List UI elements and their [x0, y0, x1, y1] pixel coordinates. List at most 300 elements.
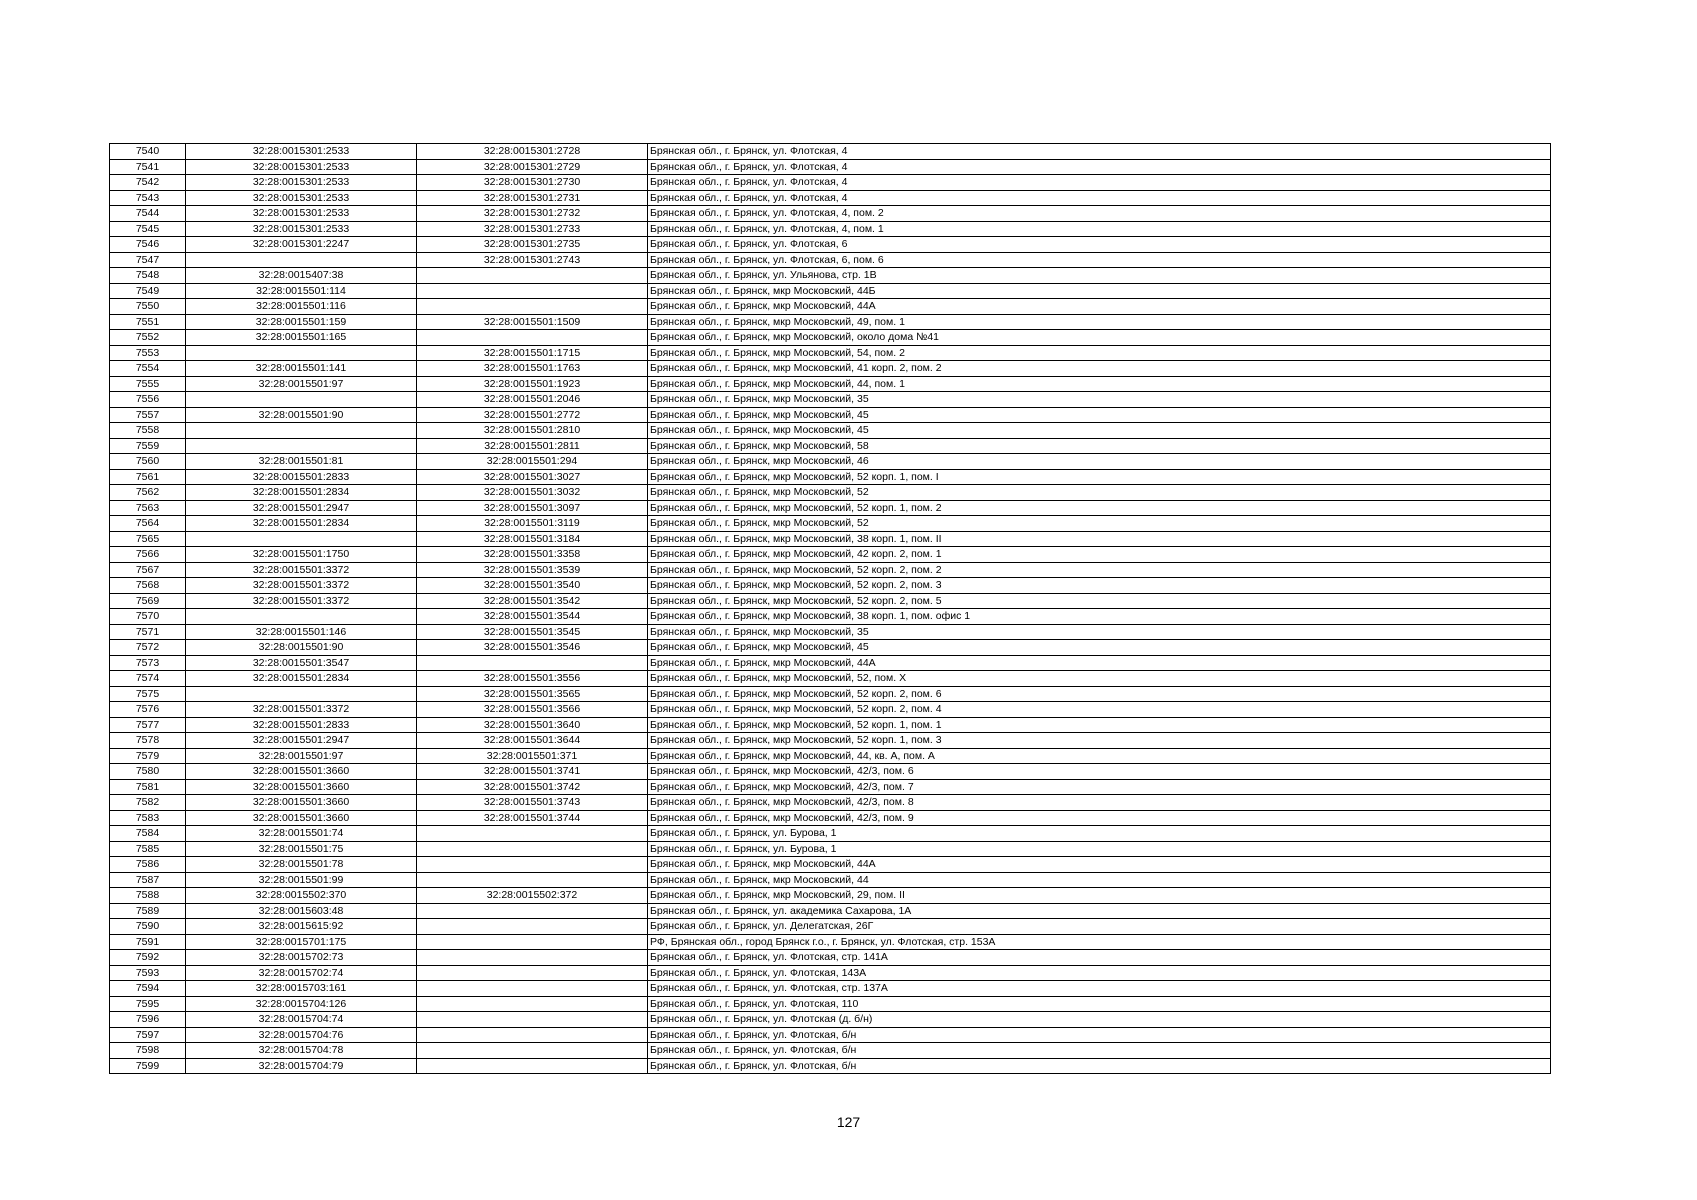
address-cell: РФ, Брянская обл., город Брянск г.о., г. Брянск, ул. Флотская, стр. 153А [648, 934, 1551, 950]
row-number-cell: 7565 [110, 531, 186, 547]
cadastral-number-cell: 32:28:0015501:3119 [417, 516, 648, 532]
row-number-cell: 7557 [110, 407, 186, 423]
cadastral-number-cell [417, 330, 648, 346]
row-number-cell: 7560 [110, 454, 186, 470]
address-cell: Брянская обл., г. Брянск, ул. Флотская, б/н [648, 1058, 1551, 1074]
row-number-cell: 7551 [110, 314, 186, 330]
address-cell: Брянская обл., г. Брянск, мкр Московский, 52, пом. X [648, 671, 1551, 687]
parent-cadastral-number-cell: 32:28:0015301:2533 [186, 221, 417, 237]
table-row [110, 888, 1551, 904]
cadastral-number-cell [417, 1027, 648, 1043]
cadastral-number-cell: 32:28:0015501:3539 [417, 562, 648, 578]
registry-table [109, 143, 1551, 1074]
address-cell: Брянская обл., г. Брянск, ул. Флотская (д. б/н) [648, 1012, 1551, 1028]
cadastral-number-cell: 32:28:0015501:1715 [417, 345, 648, 361]
parent-cadastral-number-cell: 32:28:0015704:78 [186, 1043, 417, 1059]
address-cell: Брянская обл., г. Брянск, ул. Флотская, 4 [648, 175, 1551, 191]
cadastral-number-cell [417, 919, 648, 935]
parent-cadastral-number-cell: 32:28:0015301:2533 [186, 144, 417, 160]
row-number-cell: 7592 [110, 950, 186, 966]
cadastral-number-cell: 32:28:0015301:2731 [417, 190, 648, 206]
cadastral-number-cell: 32:28:0015301:2732 [417, 206, 648, 222]
row-number-cell: 7583 [110, 810, 186, 826]
table-row [110, 237, 1551, 253]
address-cell: Брянская обл., г. Брянск, ул. Флотская, 4 [648, 190, 1551, 206]
address-cell: Брянская обл., г. Брянск, ул. Флотская, 4 [648, 144, 1551, 160]
cadastral-number-cell: 32:28:0015501:1763 [417, 361, 648, 377]
cadastral-number-cell: 32:28:0015501:3540 [417, 578, 648, 594]
address-cell: Брянская обл., г. Брянск, мкр Московский, 35 [648, 392, 1551, 408]
cadastral-number-cell: 32:28:0015501:3741 [417, 764, 648, 780]
cadastral-number-cell [417, 996, 648, 1012]
cadastral-number-cell: 32:28:0015501:3542 [417, 593, 648, 609]
address-cell: Брянская обл., г. Брянск, ул. Ульянова, стр. 1В [648, 268, 1551, 284]
row-number-cell: 7596 [110, 1012, 186, 1028]
row-number-cell: 7579 [110, 748, 186, 764]
parent-cadastral-number-cell: 32:28:0015501:1750 [186, 547, 417, 563]
address-cell: Брянская обл., г. Брянск, мкр Московский, 42/3, пом. 9 [648, 810, 1551, 826]
table-row [110, 268, 1551, 284]
table-row [110, 950, 1551, 966]
table-row [110, 1027, 1551, 1043]
address-cell: Брянская обл., г. Брянск, мкр Московский, 52 [648, 485, 1551, 501]
parent-cadastral-number-cell: 32:28:0015301:2533 [186, 206, 417, 222]
row-number-cell: 7561 [110, 469, 186, 485]
table-row [110, 578, 1551, 594]
table-row [110, 454, 1551, 470]
address-cell: Брянская обл., г. Брянск, ул. Флотская, стр. 137А [648, 981, 1551, 997]
parent-cadastral-number-cell: 32:28:0015301:2533 [186, 159, 417, 175]
address-cell: Брянская обл., г. Брянск, мкр Московский, 52 корп. 2, пом. 6 [648, 686, 1551, 702]
parent-cadastral-number-cell: 32:28:0015501:2947 [186, 733, 417, 749]
address-cell: Брянская обл., г. Брянск, мкр Московский, 38 корп. 1, пом. офис 1 [648, 609, 1551, 625]
row-number-cell: 7541 [110, 159, 186, 175]
cadastral-number-cell [417, 1012, 648, 1028]
table-row [110, 469, 1551, 485]
cadastral-number-cell [417, 299, 648, 315]
parent-cadastral-number-cell: 32:28:0015704:79 [186, 1058, 417, 1074]
address-cell: Брянская обл., г. Брянск, мкр Московский, 45 [648, 640, 1551, 656]
row-number-cell: 7573 [110, 655, 186, 671]
row-number-cell: 7593 [110, 965, 186, 981]
address-cell: Брянская обл., г. Брянск, мкр Московский, 45 [648, 407, 1551, 423]
table-row [110, 252, 1551, 268]
table-row [110, 423, 1551, 439]
parent-cadastral-number-cell: 32:28:0015501:2834 [186, 485, 417, 501]
parent-cadastral-number-cell: 32:28:0015501:81 [186, 454, 417, 470]
table-row [110, 810, 1551, 826]
parent-cadastral-number-cell: 32:28:0015501:116 [186, 299, 417, 315]
table-row [110, 779, 1551, 795]
cadastral-number-cell: 32:28:0015501:371 [417, 748, 648, 764]
parent-cadastral-number-cell: 32:28:0015501:159 [186, 314, 417, 330]
row-number-cell: 7586 [110, 857, 186, 873]
table-row [110, 624, 1551, 640]
cadastral-number-cell [417, 857, 648, 873]
cadastral-number-cell: 32:28:0015501:3744 [417, 810, 648, 826]
parent-cadastral-number-cell: 32:28:0015701:175 [186, 934, 417, 950]
parent-cadastral-number-cell [186, 609, 417, 625]
row-number-cell: 7554 [110, 361, 186, 377]
row-number-cell: 7540 [110, 144, 186, 160]
parent-cadastral-number-cell: 32:28:0015501:74 [186, 826, 417, 842]
table-row [110, 283, 1551, 299]
row-number-cell: 7597 [110, 1027, 186, 1043]
parent-cadastral-number-cell: 32:28:0015501:2833 [186, 469, 417, 485]
table-row [110, 671, 1551, 687]
row-number-cell: 7576 [110, 702, 186, 718]
cadastral-number-cell: 32:28:0015501:2046 [417, 392, 648, 408]
row-number-cell: 7563 [110, 500, 186, 516]
table-row [110, 314, 1551, 330]
table-row [110, 330, 1551, 346]
cadastral-number-cell: 32:28:0015501:3640 [417, 717, 648, 733]
parent-cadastral-number-cell: 32:28:0015501:90 [186, 640, 417, 656]
row-number-cell: 7552 [110, 330, 186, 346]
cadastral-number-cell [417, 268, 648, 284]
parent-cadastral-number-cell: 32:28:0015502:370 [186, 888, 417, 904]
cadastral-number-cell: 32:28:0015301:2743 [417, 252, 648, 268]
address-cell: Брянская обл., г. Брянск, мкр Московский, 52 корп. 2, пом. 4 [648, 702, 1551, 718]
cadastral-number-cell: 32:28:0015501:3097 [417, 500, 648, 516]
parent-cadastral-number-cell: 32:28:0015301:2247 [186, 237, 417, 253]
row-number-cell: 7570 [110, 609, 186, 625]
row-number-cell: 7587 [110, 872, 186, 888]
address-cell: Брянская обл., г. Брянск, мкр Московский, 42/3, пом. 8 [648, 795, 1551, 811]
row-number-cell: 7580 [110, 764, 186, 780]
cadastral-number-cell [417, 965, 648, 981]
parent-cadastral-number-cell: 32:28:0015501:146 [186, 624, 417, 640]
address-cell: Брянская обл., г. Брянск, мкр Московский, 41 корп. 2, пом. 2 [648, 361, 1551, 377]
page-number: 127 [836, 1114, 861, 1130]
table-row [110, 795, 1551, 811]
parent-cadastral-number-cell: 32:28:0015501:90 [186, 407, 417, 423]
row-number-cell: 7546 [110, 237, 186, 253]
row-number-cell: 7574 [110, 671, 186, 687]
parent-cadastral-number-cell [186, 438, 417, 454]
row-number-cell: 7542 [110, 175, 186, 191]
cadastral-number-cell [417, 826, 648, 842]
cadastral-number-cell: 32:28:0015301:2728 [417, 144, 648, 160]
address-cell: Брянская обл., г. Брянск, ул. Флотская, 4 [648, 159, 1551, 175]
parent-cadastral-number-cell: 32:28:0015501:78 [186, 857, 417, 873]
cadastral-number-cell [417, 950, 648, 966]
row-number-cell: 7562 [110, 485, 186, 501]
parent-cadastral-number-cell: 32:28:0015704:76 [186, 1027, 417, 1043]
table-row [110, 1043, 1551, 1059]
row-number-cell: 7564 [110, 516, 186, 532]
table-row [110, 562, 1551, 578]
row-number-cell: 7548 [110, 268, 186, 284]
address-cell: Брянская обл., г. Брянск, мкр Московский, 42 корп. 2, пом. 1 [648, 547, 1551, 563]
row-number-cell: 7591 [110, 934, 186, 950]
address-cell: Брянская обл., г. Брянск, ул. Делегатская, 26Г [648, 919, 1551, 935]
address-cell: Брянская обл., г. Брянск, мкр Московский, 52 корп. 2, пом. 3 [648, 578, 1551, 594]
address-cell: Брянская обл., г. Брянск, ул. Флотская, 143А [648, 965, 1551, 981]
table-row [110, 733, 1551, 749]
address-cell: Брянская обл., г. Брянск, ул. Флотская, 6 [648, 237, 1551, 253]
parent-cadastral-number-cell [186, 686, 417, 702]
parent-cadastral-number-cell: 32:28:0015501:75 [186, 841, 417, 857]
row-number-cell: 7581 [110, 779, 186, 795]
table-row [110, 1012, 1551, 1028]
row-number-cell: 7594 [110, 981, 186, 997]
table-row [110, 996, 1551, 1012]
cadastral-number-cell [417, 903, 648, 919]
row-number-cell: 7544 [110, 206, 186, 222]
table-row [110, 144, 1551, 160]
row-number-cell: 7559 [110, 438, 186, 454]
address-cell: Брянская обл., г. Брянск, ул. Флотская, 4, пом. 2 [648, 206, 1551, 222]
cadastral-number-cell: 32:28:0015501:3556 [417, 671, 648, 687]
table-row [110, 764, 1551, 780]
parent-cadastral-number-cell: 32:28:0015501:2834 [186, 671, 417, 687]
address-cell: Брянская обл., г. Брянск, мкр Московский, 42/3, пом. 7 [648, 779, 1551, 795]
parent-cadastral-number-cell: 32:28:0015615:92 [186, 919, 417, 935]
row-number-cell: 7556 [110, 392, 186, 408]
table-row [110, 345, 1551, 361]
address-cell: Брянская обл., г. Брянск, мкр Московский, 44А [648, 857, 1551, 873]
parent-cadastral-number-cell: 32:28:0015501:3660 [186, 810, 417, 826]
table-row [110, 748, 1551, 764]
row-number-cell: 7585 [110, 841, 186, 857]
address-cell: Брянская обл., г. Брянск, ул. Флотская, 6, пом. 6 [648, 252, 1551, 268]
cadastral-number-cell: 32:28:0015502:372 [417, 888, 648, 904]
address-cell: Брянская обл., г. Брянск, мкр Московский, 44 [648, 872, 1551, 888]
row-number-cell: 7582 [110, 795, 186, 811]
parent-cadastral-number-cell: 32:28:0015501:97 [186, 748, 417, 764]
table-row [110, 547, 1551, 563]
parent-cadastral-number-cell: 32:28:0015603:48 [186, 903, 417, 919]
address-cell: Брянская обл., г. Брянск, мкр Московский, 44А [648, 299, 1551, 315]
address-cell: Брянская обл., г. Брянск, ул. Флотская, 110 [648, 996, 1551, 1012]
address-cell: Брянская обл., г. Брянск, мкр Московский, 52 корп. 1, пом. 1 [648, 717, 1551, 733]
address-cell: Брянская обл., г. Брянск, мкр Московский, 38 корп. 1, пом. II [648, 531, 1551, 547]
table-row [110, 500, 1551, 516]
table-row [110, 1058, 1551, 1074]
cadastral-number-cell: 32:28:0015501:3544 [417, 609, 648, 625]
table-row [110, 190, 1551, 206]
table-row [110, 857, 1551, 873]
address-cell: Брянская обл., г. Брянск, мкр Московский, около дома №41 [648, 330, 1551, 346]
table-row [110, 841, 1551, 857]
cadastral-number-cell: 32:28:0015501:3027 [417, 469, 648, 485]
table-row [110, 175, 1551, 191]
cadastral-number-cell: 32:28:0015501:3184 [417, 531, 648, 547]
address-cell: Брянская обл., г. Брянск, мкр Московский, 35 [648, 624, 1551, 640]
parent-cadastral-number-cell [186, 252, 417, 268]
table-row [110, 919, 1551, 935]
parent-cadastral-number-cell: 32:28:0015501:3660 [186, 779, 417, 795]
parent-cadastral-number-cell: 32:28:0015501:165 [186, 330, 417, 346]
address-cell: Брянская обл., г. Брянск, ул. Флотская, 4, пом. 1 [648, 221, 1551, 237]
address-cell: Брянская обл., г. Брянск, мкр Московский, 52 корп. 2, пом. 5 [648, 593, 1551, 609]
table-row [110, 686, 1551, 702]
parent-cadastral-number-cell [186, 392, 417, 408]
table-row [110, 361, 1551, 377]
cadastral-number-cell: 32:28:0015501:2810 [417, 423, 648, 439]
table-row [110, 872, 1551, 888]
cadastral-number-cell: 32:28:0015501:1923 [417, 376, 648, 392]
registry-table-body [110, 144, 1551, 1074]
cadastral-number-cell: 32:28:0015501:1509 [417, 314, 648, 330]
cadastral-number-cell: 32:28:0015501:294 [417, 454, 648, 470]
table-row [110, 485, 1551, 501]
parent-cadastral-number-cell: 32:28:0015702:73 [186, 950, 417, 966]
row-number-cell: 7568 [110, 578, 186, 594]
parent-cadastral-number-cell: 32:28:0015501:141 [186, 361, 417, 377]
table-row [110, 826, 1551, 842]
address-cell: Брянская обл., г. Брянск, мкр Московский, 44Б [648, 283, 1551, 299]
row-number-cell: 7588 [110, 888, 186, 904]
cadastral-number-cell [417, 934, 648, 950]
parent-cadastral-number-cell: 32:28:0015501:114 [186, 283, 417, 299]
cadastral-number-cell: 32:28:0015301:2733 [417, 221, 648, 237]
address-cell: Брянская обл., г. Брянск, мкр Московский, 42/3, пом. 6 [648, 764, 1551, 780]
address-cell: Брянская обл., г. Брянск, мкр Московский, 52 корп. 1, пом. 2 [648, 500, 1551, 516]
row-number-cell: 7553 [110, 345, 186, 361]
row-number-cell: 7584 [110, 826, 186, 842]
table-row [110, 221, 1551, 237]
address-cell: Брянская обл., г. Брянск, мкр Московский, 54, пом. 2 [648, 345, 1551, 361]
table-row [110, 376, 1551, 392]
cadastral-number-cell: 32:28:0015301:2735 [417, 237, 648, 253]
parent-cadastral-number-cell: 32:28:0015501:3660 [186, 764, 417, 780]
parent-cadastral-number-cell: 32:28:0015501:3372 [186, 562, 417, 578]
row-number-cell: 7598 [110, 1043, 186, 1059]
row-number-cell: 7566 [110, 547, 186, 563]
address-cell: Брянская обл., г. Брянск, мкр Московский, 52 [648, 516, 1551, 532]
address-cell: Брянская обл., г. Брянск, ул. Бурова, 1 [648, 841, 1551, 857]
parent-cadastral-number-cell: 32:28:0015501:97 [186, 376, 417, 392]
cadastral-number-cell: 32:28:0015501:3545 [417, 624, 648, 640]
row-number-cell: 7575 [110, 686, 186, 702]
table-row [110, 407, 1551, 423]
address-cell: Брянская обл., г. Брянск, мкр Московский, 46 [648, 454, 1551, 470]
parent-cadastral-number-cell: 32:28:0015501:3372 [186, 593, 417, 609]
parent-cadastral-number-cell: 32:28:0015702:74 [186, 965, 417, 981]
row-number-cell: 7558 [110, 423, 186, 439]
table-row [110, 717, 1551, 733]
table-row [110, 934, 1551, 950]
parent-cadastral-number-cell: 32:28:0015501:3372 [186, 702, 417, 718]
parent-cadastral-number-cell: 32:28:0015301:2533 [186, 190, 417, 206]
parent-cadastral-number-cell: 32:28:0015501:3660 [186, 795, 417, 811]
table-row [110, 640, 1551, 656]
parent-cadastral-number-cell: 32:28:0015704:74 [186, 1012, 417, 1028]
cadastral-number-cell [417, 1058, 648, 1074]
row-number-cell: 7599 [110, 1058, 186, 1074]
table-row [110, 159, 1551, 175]
address-cell: Брянская обл., г. Брянск, мкр Московский, 52 корп. 1, пом. I [648, 469, 1551, 485]
row-number-cell: 7595 [110, 996, 186, 1012]
row-number-cell: 7572 [110, 640, 186, 656]
parent-cadastral-number-cell: 32:28:0015704:126 [186, 996, 417, 1012]
parent-cadastral-number-cell: 32:28:0015501:2833 [186, 717, 417, 733]
row-number-cell: 7590 [110, 919, 186, 935]
table-row [110, 593, 1551, 609]
cadastral-number-cell: 32:28:0015501:3566 [417, 702, 648, 718]
parent-cadastral-number-cell: 32:28:0015501:99 [186, 872, 417, 888]
parent-cadastral-number-cell [186, 423, 417, 439]
cadastral-number-cell [417, 981, 648, 997]
address-cell: Брянская обл., г. Брянск, мкр Московский, 44, кв. А, пом. А [648, 748, 1551, 764]
row-number-cell: 7545 [110, 221, 186, 237]
address-cell: Брянская обл., г. Брянск, мкр Московский, 58 [648, 438, 1551, 454]
address-cell: Брянская обл., г. Брянск, мкр Московский, 52 корп. 2, пом. 2 [648, 562, 1551, 578]
cadastral-number-cell: 32:28:0015501:3743 [417, 795, 648, 811]
cadastral-number-cell [417, 841, 648, 857]
parent-cadastral-number-cell: 32:28:0015301:2533 [186, 175, 417, 191]
parent-cadastral-number-cell: 32:28:0015407:38 [186, 268, 417, 284]
table-row [110, 531, 1551, 547]
parent-cadastral-number-cell: 32:28:0015501:3372 [186, 578, 417, 594]
address-cell: Брянская обл., г. Брянск, ул. академика Сахарова, 1А [648, 903, 1551, 919]
address-cell: Брянская обл., г. Брянск, мкр Московский, 44А [648, 655, 1551, 671]
table-row [110, 655, 1551, 671]
table-row [110, 299, 1551, 315]
row-number-cell: 7549 [110, 283, 186, 299]
row-number-cell: 7567 [110, 562, 186, 578]
cadastral-number-cell: 32:28:0015501:3358 [417, 547, 648, 563]
address-cell: Брянская обл., г. Брянск, ул. Флотская, б/н [648, 1027, 1551, 1043]
cadastral-number-cell [417, 283, 648, 299]
row-number-cell: 7547 [110, 252, 186, 268]
cadastral-number-cell [417, 1043, 648, 1059]
row-number-cell: 7589 [110, 903, 186, 919]
parent-cadastral-number-cell [186, 345, 417, 361]
cadastral-number-cell: 32:28:0015501:3032 [417, 485, 648, 501]
row-number-cell: 7577 [110, 717, 186, 733]
row-number-cell: 7543 [110, 190, 186, 206]
address-cell: Брянская обл., г. Брянск, ул. Бурова, 1 [648, 826, 1551, 842]
parent-cadastral-number-cell: 32:28:0015501:3547 [186, 655, 417, 671]
cadastral-number-cell: 32:28:0015501:2772 [417, 407, 648, 423]
address-cell: Брянская обл., г. Брянск, мкр Московский, 52 корп. 1, пом. 3 [648, 733, 1551, 749]
row-number-cell: 7550 [110, 299, 186, 315]
cadastral-number-cell: 32:28:0015501:3546 [417, 640, 648, 656]
address-cell: Брянская обл., г. Брянск, мкр Московский, 44, пом. 1 [648, 376, 1551, 392]
parent-cadastral-number-cell [186, 531, 417, 547]
address-cell: Брянская обл., г. Брянск, мкр Московский, 49, пом. 1 [648, 314, 1551, 330]
cadastral-number-cell: 32:28:0015501:3565 [417, 686, 648, 702]
table-row [110, 516, 1551, 532]
table-row [110, 206, 1551, 222]
address-cell: Брянская обл., г. Брянск, ул. Флотская, б/н [648, 1043, 1551, 1059]
address-cell: Брянская обл., г. Брянск, мкр Московский, 29, пом. II [648, 888, 1551, 904]
parent-cadastral-number-cell: 32:28:0015501:2947 [186, 500, 417, 516]
parent-cadastral-number-cell: 32:28:0015501:2834 [186, 516, 417, 532]
cadastral-number-cell [417, 655, 648, 671]
address-cell: Брянская обл., г. Брянск, ул. Флотская, стр. 141А [648, 950, 1551, 966]
table-row [110, 981, 1551, 997]
row-number-cell: 7571 [110, 624, 186, 640]
row-number-cell: 7578 [110, 733, 186, 749]
table-row [110, 965, 1551, 981]
table-row [110, 438, 1551, 454]
cadastral-number-cell: 32:28:0015501:3644 [417, 733, 648, 749]
address-cell: Брянская обл., г. Брянск, мкр Московский, 45 [648, 423, 1551, 439]
table-row [110, 702, 1551, 718]
table-row [110, 903, 1551, 919]
row-number-cell: 7569 [110, 593, 186, 609]
table-row [110, 392, 1551, 408]
parent-cadastral-number-cell: 32:28:0015703:161 [186, 981, 417, 997]
cadastral-number-cell: 32:28:0015501:2811 [417, 438, 648, 454]
cadastral-number-cell: 32:28:0015301:2730 [417, 175, 648, 191]
table-row [110, 609, 1551, 625]
cadastral-number-cell [417, 872, 648, 888]
